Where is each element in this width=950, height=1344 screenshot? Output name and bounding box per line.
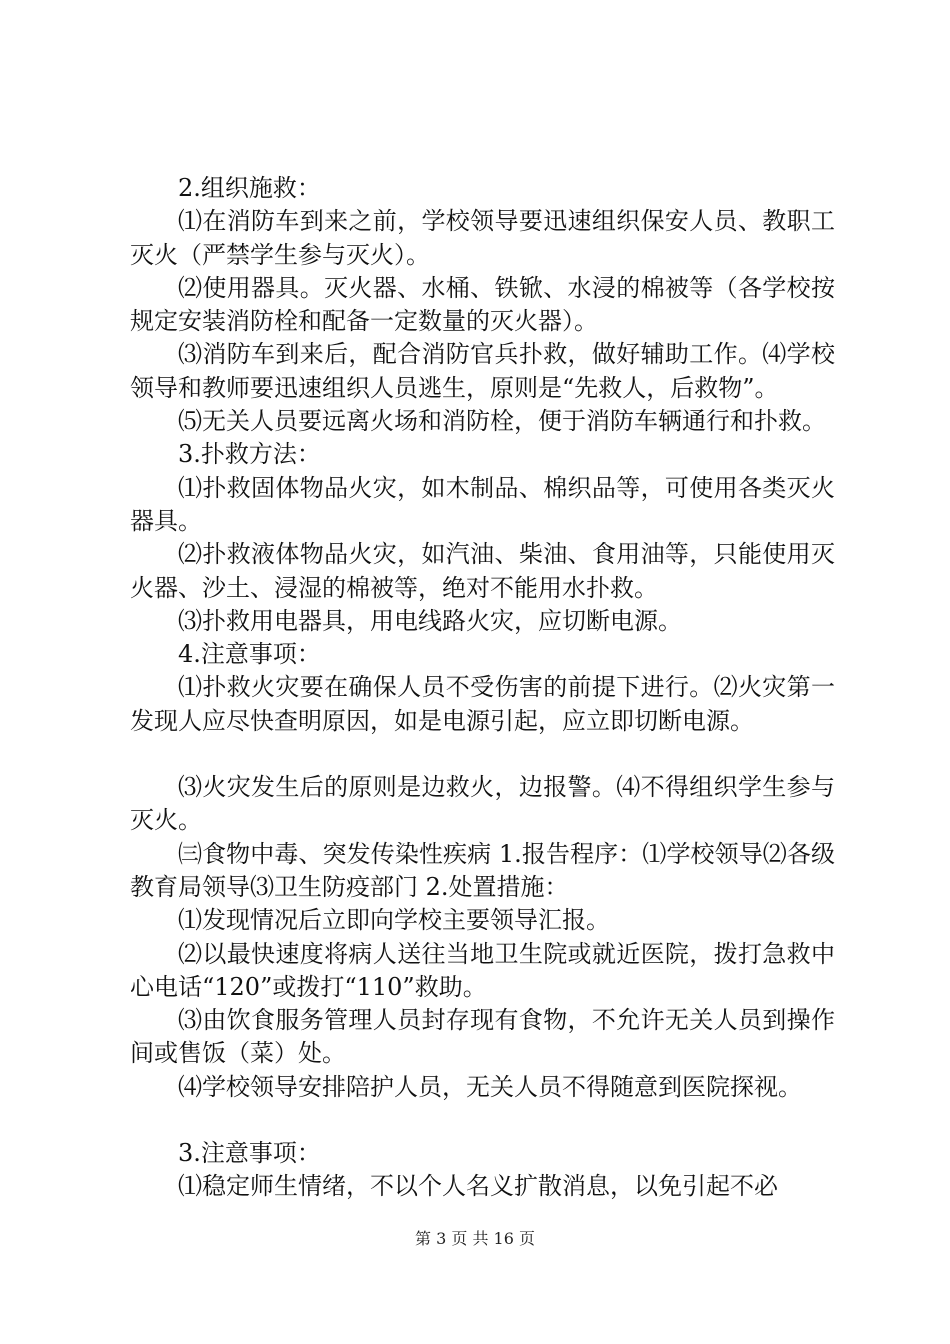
- section-heading: 3.扑救方法：: [178, 440, 321, 469]
- paragraph: ⑵以最快速度将病人送往当地卫生院或就近医院，拨打急救中心电话“120”或拨打“110”救助。: [130, 939, 835, 1001]
- paragraph: ⑷学校领导安排陪护人员，无关人员不得随意到医院探视。: [178, 1072, 802, 1101]
- paragraph: ⑴扑救火灾要在确保人员不受伤害的前提下进行。⑵火灾第一发现人应尽快查明原因，如是电源引起，应立即切断电源。: [130, 673, 835, 735]
- paragraph: ⑴稳定师生情绪，不以个人名义扩散消息，以免引起不必: [178, 1172, 778, 1201]
- paragraph: ⑴在消防车到来之前，学校领导要迅速组织保安人员、教职工灭火（严禁学生参与灭火）。: [130, 207, 835, 269]
- paragraph: ㈢食物中毒、突发传染性疾病 1.报告程序：⑴学校领导⑵各级教育局领导⑶卫生防疫部门 2.处置措施：: [130, 839, 835, 901]
- section-heading: 2.组织施救：: [178, 174, 321, 202]
- paragraph: ⑵使用器具。灭火器、水桶、铁锨、水浸的棉被等（各学校按规定安装消防栓和配备一定数量的灭火器）。: [130, 273, 835, 336]
- paragraph: ⑶消防车到来后，配合消防官兵扑救，做好辅助工作。⑷学校领导和教师要迅速组织人员逃生，原则是“先救人，后救物”。: [130, 340, 835, 402]
- page-footer: 第 3 页 共 16 页: [415, 1229, 535, 1248]
- paragraph: ⑶扑救用电器具，用电线路火灾，应切断电源。: [178, 606, 682, 635]
- paragraph: ⑶由饮食服务管理人员封存现有食物，不允许无关人员到操作间或售饭（菜）处。: [130, 1006, 835, 1068]
- paragraph: ⑴发现情况后立即向学校主要领导汇报。: [178, 906, 610, 935]
- paragraph: ⑴扑救固体物品火灾，如木制品、棉织品等，可使用各类灭火器具。: [130, 473, 835, 535]
- document-body: [130, 172, 835, 1204]
- section-heading: 4.注意事项：: [178, 640, 321, 669]
- paragraph: ⑸无关人员要远离火场和消防栓，便于消防车辆通行和扑救。: [178, 407, 826, 436]
- section-heading: 3.注意事项：: [178, 1139, 321, 1168]
- paragraph: ⑵扑救液体物品火灾，如汽油、柴油、食用油等，只能使用灭火器、沙土、浸湿的棉被等，绝对不能用水扑救。: [130, 540, 835, 602]
- paragraph: ⑶火灾发生后的原则是边救火，边报警。⑷不得组织学生参与灭火。: [130, 773, 835, 835]
